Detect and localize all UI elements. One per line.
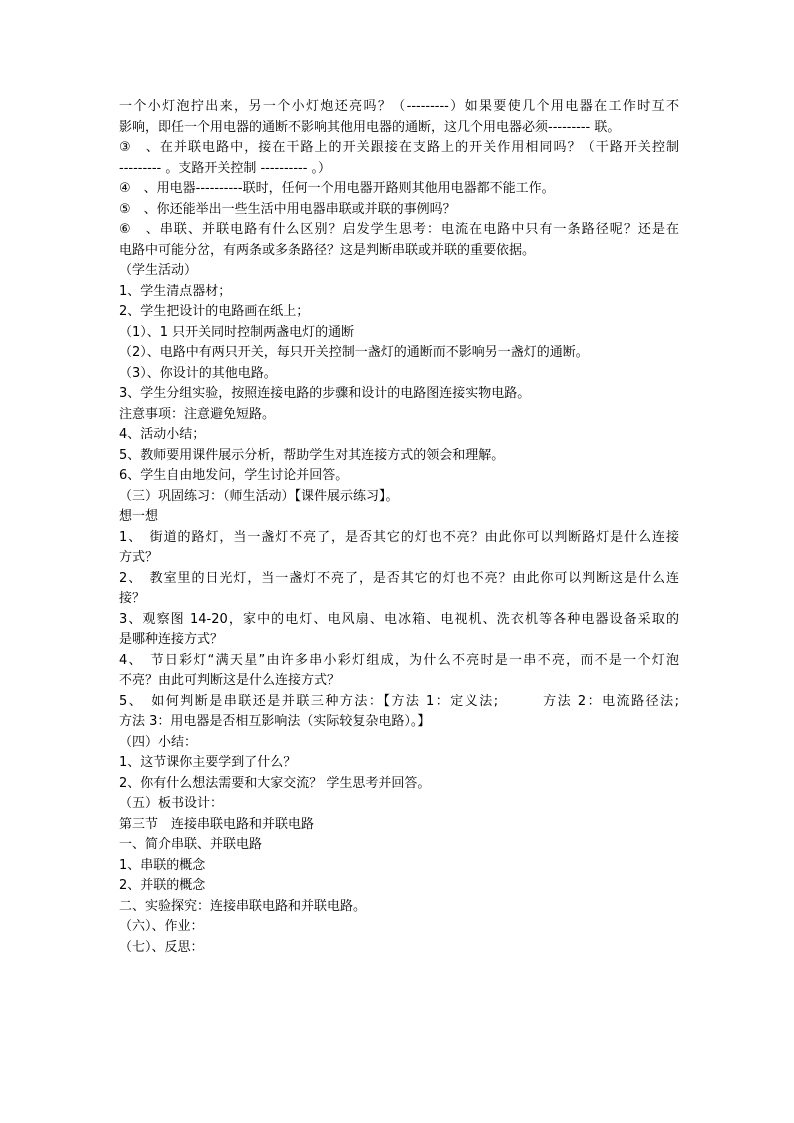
text-line: 二、实验探究：连接串联电路和并联电路。 bbox=[119, 898, 367, 914]
text-line: 第三节 连接串联电路和并联电路 bbox=[119, 816, 315, 832]
text-line: （1）、1 只开关同时控制两盏电灯的通断 bbox=[119, 324, 355, 340]
text-line: 想一想 bbox=[119, 509, 159, 524]
text-line: （2）、电路中有两只开关，每只开关控制一盏灯的通断而不影响另一盏灯的通断。 bbox=[119, 345, 589, 360]
text-line: 2、学生把设计的电路画在纸上； bbox=[119, 304, 310, 319]
text-line: --------- 。支路开关控制 ---------- 。） bbox=[119, 160, 332, 176]
text-line: 方法 3：用电器是否相互影响法（实际较复杂电路）。】 bbox=[119, 714, 431, 729]
text-line: 2、你有什么想法需要和大家交流？ 学生思考并回答。 bbox=[119, 775, 431, 791]
text-line: ③ 、在并联电路中，接在干路上的开关跟接在支路上的开关作用相同吗？（干路开关控制 bbox=[119, 140, 679, 155]
text-line: （3）、你设计的其他电路。 bbox=[119, 365, 277, 381]
document-body bbox=[119, 97, 679, 958]
text-line: ⑤ 、你还能举出一些生活中用电器串联或并联的事例吗？ bbox=[119, 201, 456, 217]
text-line: 方式？ bbox=[119, 550, 159, 565]
text-line: 1、学生清点器材； bbox=[119, 283, 232, 299]
text-line: 不亮？由此可判断这是什么连接方式？ bbox=[119, 673, 341, 688]
text-line: ⑥ 、串联、并联电路有什么区别？启发学生思考：电流在电路中只有一条路径呢？还是在 bbox=[119, 222, 679, 237]
text-line: 1、这节课你主要学到了什么？ bbox=[119, 755, 297, 770]
section-heading: （七）、反思： bbox=[119, 939, 204, 955]
text-line: 5、 如何判断是串联还是并联三种方法：【方法 1：定义法; 方法 2：电流路径法; bbox=[119, 693, 679, 709]
text-line: 3、观察图 14-20，家中的电灯、电风扇、电冰箱、电视机、洗衣机等各种电器设备采取的 bbox=[119, 611, 679, 627]
text-line: ④ 、用电器----------联时，任何一个用电器开路则其他用电器都不能工作。 bbox=[119, 181, 555, 196]
section-heading: （六）、作业： bbox=[119, 919, 204, 934]
section-heading: （四）小结： bbox=[119, 734, 198, 750]
section-heading: （三）巩固练习：（师生活动）【课件展示练习】。 bbox=[119, 488, 399, 504]
text-line: 5、教师要用课件展示分析，帮助学生对其连接方式的领会和理解。 bbox=[119, 447, 505, 463]
text-line: 4、活动小结； bbox=[119, 427, 206, 442]
text-line: 注意事项：注意避免短路。 bbox=[119, 406, 276, 422]
text-line: 是哪种连接方式？ bbox=[119, 632, 224, 647]
text-line: 2、 教室里的日光灯，当一盏灯不亮了，是否其它的灯也不亮？由此你可以判断这是什么连 bbox=[119, 570, 679, 586]
text-line: 一个小灯泡拧出来，另一个小灯炮还亮吗？（---------）如果要使几个用电器在工作时互不 bbox=[119, 99, 679, 114]
text-line: 6、学生自由地发问，学生讨论并回答。 bbox=[119, 468, 349, 483]
text-line: 3、学生分组实验，按照连接电路的步骤和设计的电路图连接实物电路。 bbox=[119, 386, 531, 401]
text-line: 电路中可能分岔，有两条或多条路径？这是判断串联或并联的重要依据。 bbox=[119, 242, 536, 258]
text-line: 1、 街道的路灯，当一盏灯不亮了，是否其它的灯也不亮？由此你可以判断路灯是什么连接 bbox=[119, 529, 679, 545]
text-line: 2、并联的概念 bbox=[119, 878, 206, 893]
section-heading: （学生活动） bbox=[119, 263, 198, 278]
text-line: 1、串联的概念 bbox=[119, 857, 206, 873]
text-line: 接？ bbox=[119, 591, 146, 606]
text-line: 一、简介串联、并联电路 bbox=[119, 837, 263, 852]
section-heading: （五）板书设计： bbox=[119, 796, 224, 811]
text-line: 4、 节日彩灯“满天星”由许多串小彩灯组成，为什么不亮时是一串不亮，而不是一个灯泡 bbox=[119, 652, 679, 668]
text-line: 影响，即任一个用电器的通断不影响其他用电器的通断，这几个用电器必须--------- 联。 bbox=[119, 119, 621, 135]
